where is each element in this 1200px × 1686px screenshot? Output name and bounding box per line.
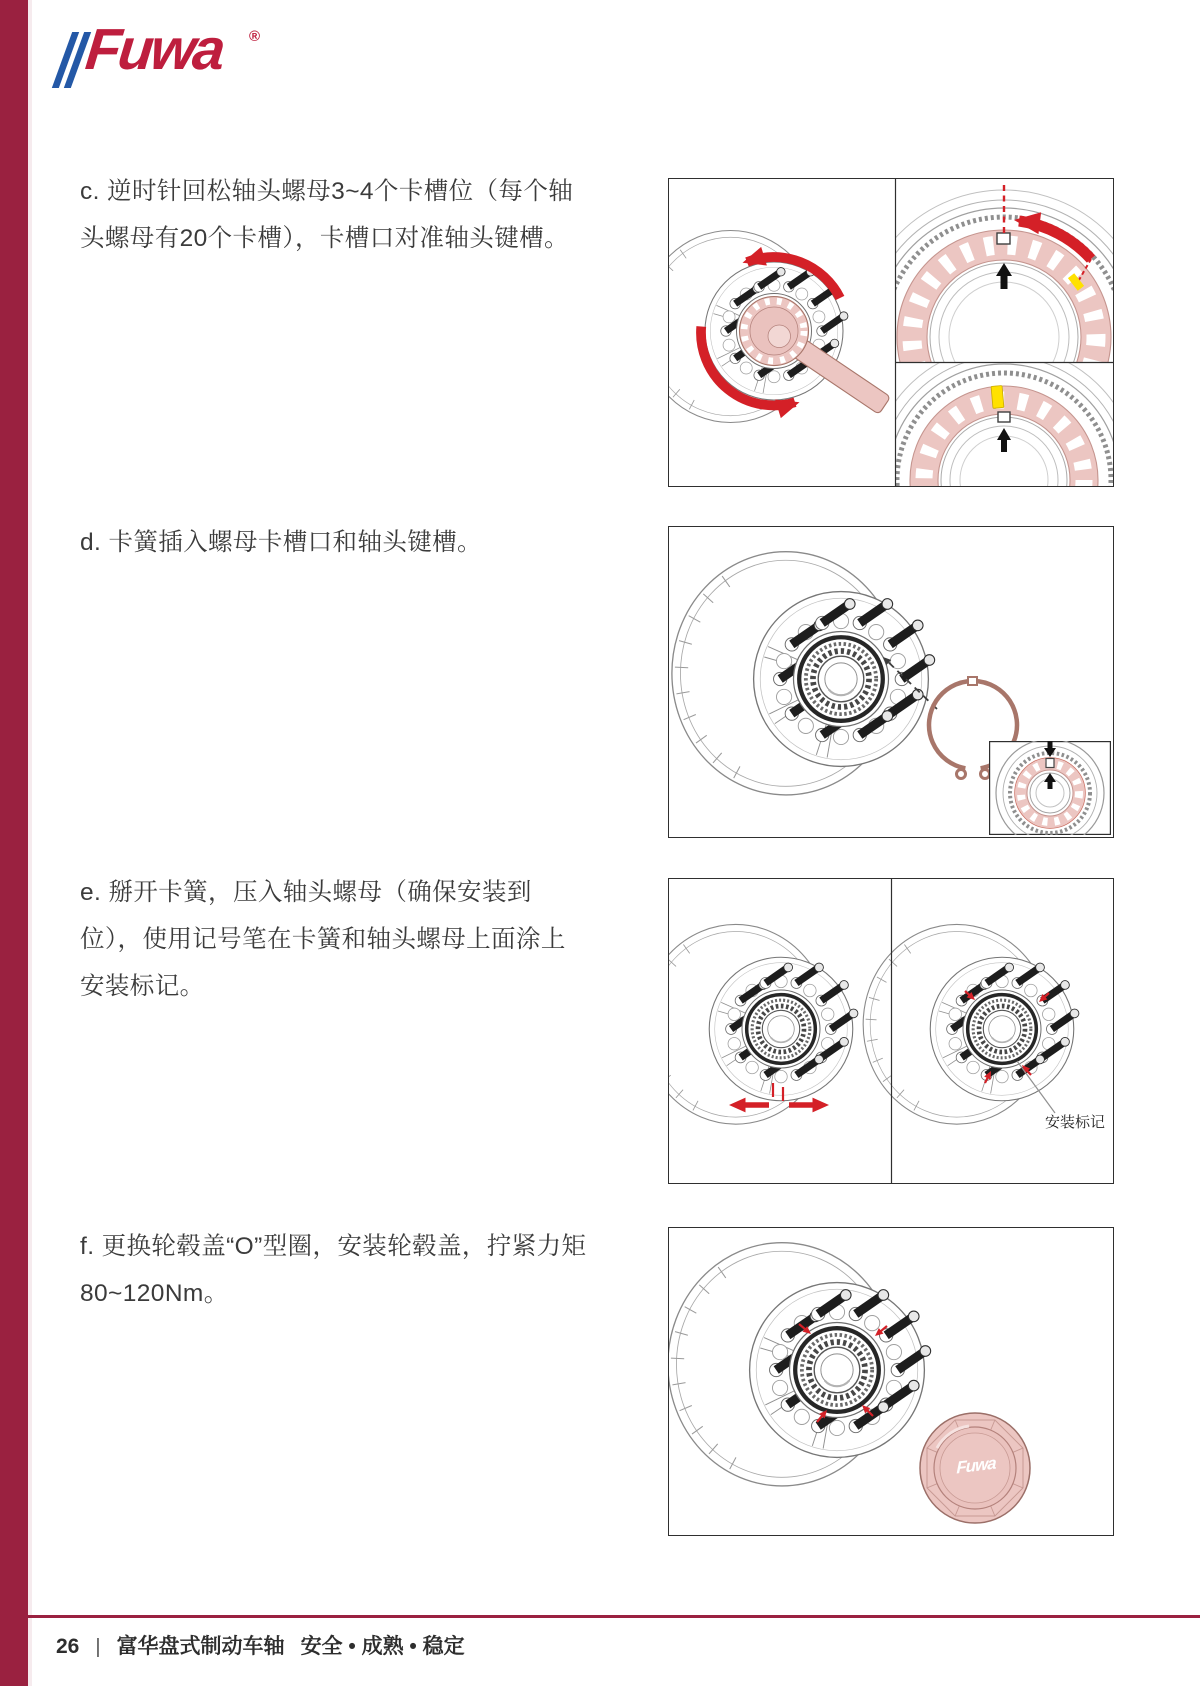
footer-slogan: 安全 • 成熟 • 稳定 xyxy=(300,1635,465,1658)
brand-name: Fuwa xyxy=(82,17,226,82)
panel-step-d xyxy=(668,526,1114,838)
panel-step-e xyxy=(668,878,1114,1184)
hubcap-brand-text: Fuwa xyxy=(956,1453,996,1478)
yellow-slot-mark xyxy=(991,386,1004,409)
hub-with-wrench-drawing xyxy=(669,231,891,423)
panel-step-c xyxy=(668,178,1114,487)
step-e-text: e. 掰开卡簧，压入轴头螺母（确保安装到位），使用记号笔在卡簧和轴头螺母上面涂上安装标记。 xyxy=(80,879,566,1000)
step-c-text: c. 逆时针回松轴头螺母3~4个卡槽位（每个轴头螺母有20个卡槽），卡槽口对准轴头键槽。 xyxy=(80,178,574,252)
step-d-illustration xyxy=(669,527,1113,837)
footer-separator: | xyxy=(95,1636,101,1658)
wheel-hub-drawing xyxy=(669,924,858,1124)
brand-logo xyxy=(62,17,302,106)
left-red-bar xyxy=(0,0,28,1686)
registered-trademark-icon: ® xyxy=(249,28,261,45)
footer-divider-line xyxy=(28,1615,1200,1618)
footer-title: 富华盘式制动车轴 xyxy=(116,1635,285,1658)
step-d-text: d. 卡簧插入螺母卡槽口和轴头键槽。 xyxy=(80,529,482,556)
wheel-hub-drawing xyxy=(672,552,935,795)
snap-ring-seated-inset xyxy=(990,739,1111,837)
wheel-hub-drawing xyxy=(669,1243,931,1486)
step-f-text: f. 更换轮毂盖“O”型圈，安装轮毂盖，拧紧力矩80~120Nm。 xyxy=(80,1233,587,1307)
install-mark-label: 安装标记 xyxy=(1044,1114,1105,1131)
wheel-hub-drawing xyxy=(863,924,1079,1124)
panel-step-f xyxy=(668,1227,1114,1536)
step-c-illustration xyxy=(669,179,1113,486)
step-f-illustration xyxy=(669,1228,1113,1535)
step-e-illustration xyxy=(669,879,1113,1183)
nut-slot-closeup-bottom xyxy=(870,346,1113,486)
left-red-bar-gap xyxy=(28,0,32,1686)
page-number: 26 xyxy=(56,1635,80,1658)
